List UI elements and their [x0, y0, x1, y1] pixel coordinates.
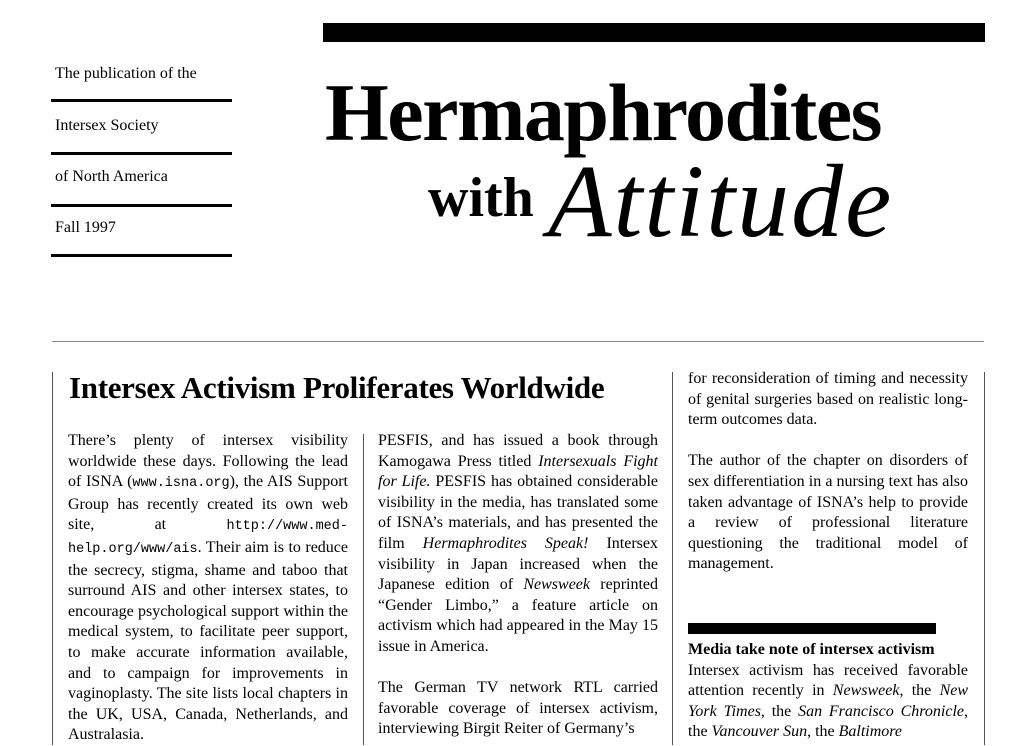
masthead-title-with: with: [428, 167, 534, 229]
article-paragraph: PESFIS, and has issued a book through Kamogawa Press titled Intersexuals Fight for Life. PESFIS has obtained considerable visibility in the media, has translated some of ISNA’s materials, and has presented the film Hermaphrodites Speak! Intersex visibility in Japan increased when the Japanese edition of Newsweek reprinted “Gender Limbo,” a feature article on activism which had appeared in the May 15 issue in America.: [378, 432, 659, 655]
article-headline: Intersex Activism Proliferates Worldwide: [69, 370, 605, 405]
publication-info-line: Intersex Society: [55, 117, 159, 134]
info-divider: [51, 204, 232, 207]
masthead-top-bar: [323, 23, 985, 42]
issue-date: Fall 1997: [55, 219, 116, 236]
article-paragraph: There’s plenty of intersex visibility worldwide these days. Following the lead of ISNA (www.isna.org), the AIS Support Group has recently created its own web site, at http://www.med-help.org/www/ais. Their aim is to reduce the secrecy, stigma, shame and taboo that surround AIS and other intersex states, to encourage psychological support within the medical system, to facilitate peer support, to make accurate information available, and to campaign for improvements in vaginoplasty. The site lists local chapters in the UK, USA, Canada, Netherlands, and Australasia.: [68, 432, 349, 744]
masthead-title: Hermaphrodites: [325, 67, 882, 158]
column-rule: [363, 434, 364, 745]
column-rule: [984, 372, 985, 745]
info-divider: [51, 99, 232, 102]
article-column-2: [378, 431, 658, 740]
article-column-1: [68, 431, 348, 746]
column-rule: [672, 372, 673, 745]
isna-url[interactable]: www.isna.org: [132, 476, 230, 492]
article-paragraph: The German TV network RTL carried favorable coverage of intersex activism, interviewing Birgit Reiter of Germany’s: [378, 679, 658, 738]
article-paragraph: Intersex activism has received favorable attention recently in Newsweek, the New York Times, the San Francisco Chronicle, the Vancouver Sun, the Baltimore: [688, 661, 969, 741]
publication-info-line: of North America: [55, 168, 168, 185]
column-rule: [52, 372, 53, 745]
publication-info-line: The publication of the: [55, 65, 197, 82]
section-divider-bar: [688, 623, 936, 634]
ais-url[interactable]: http://www.med-help.org/www/ais: [68, 519, 348, 557]
article-column-3: [688, 369, 968, 575]
info-divider: [51, 254, 232, 257]
article-paragraph: The author of the chapter on disorders of sex differentiation in a nursing text has also taken advantage of ISNA’s help to provide a review of professional literature questioning the traditional model of management.: [688, 452, 968, 573]
article-paragraph: for reconsideration of timing and necessity of genital surgeries based on realistic long-term outcomes data.: [688, 370, 968, 429]
info-divider: [51, 152, 232, 155]
masthead-divider: [52, 341, 984, 342]
media-section: [688, 640, 968, 743]
section-subhead: Media take note of intersex activism: [688, 641, 935, 658]
masthead-title-attitude: Attitude: [548, 144, 894, 259]
